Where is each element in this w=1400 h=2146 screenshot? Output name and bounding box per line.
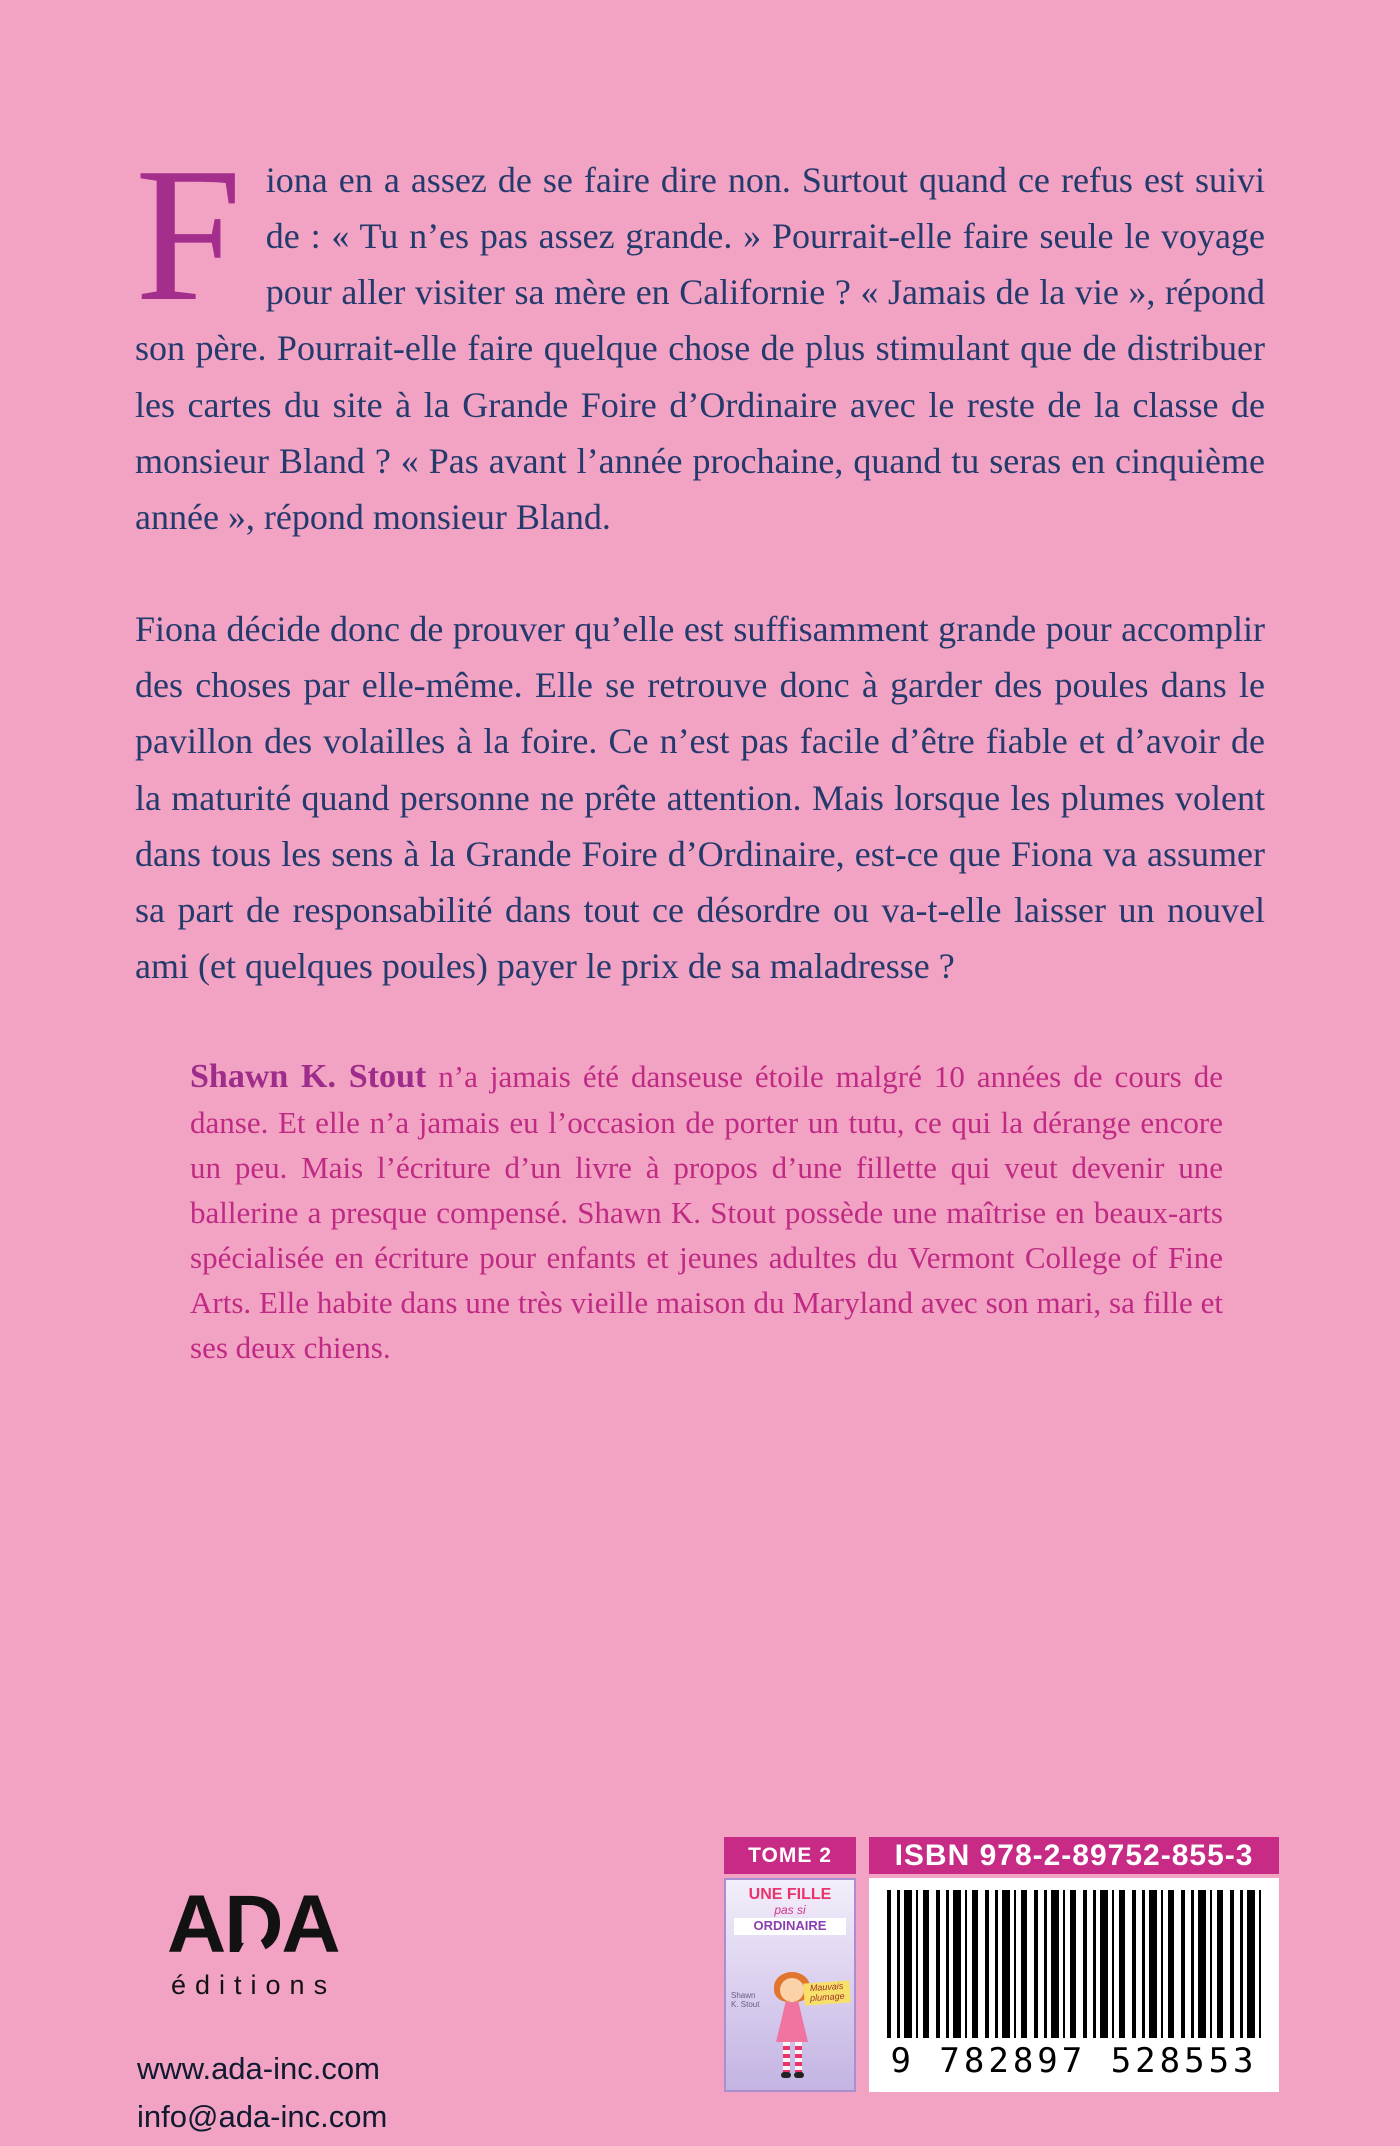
thumbnail-title-line-2: pas si: [774, 1903, 806, 1917]
ada-editions-logo-subtext: éditions: [171, 1970, 337, 2000]
thumbnail-author: Shawn K. Stout: [731, 1991, 760, 2009]
girl-dress: [776, 2002, 808, 2042]
synopsis-paragraph-1-text: iona en a assez de se faire dire non. Surtout quand ce refus est suivi de : « Tu n’es pas assez grande. » Pourrait-elle faire seule le voyage pour aller visiter sa mère en Californie ? « Jamais de la vie », répond son père. Pourrait-elle faire quelque chose de plus stimulant que de distribuer les cartes du site à la Grande Foire d’Ordinaire avec le reste de la classe de monsieur Bland ? « Pas avant l’année prochaine, quand tu seras en cinquième année », répond monsieur Bland.: [135, 160, 1265, 537]
publisher-block: [137, 1879, 388, 2141]
thumbnail-badge: Mauvais plumage: [803, 1980, 850, 2005]
girl-shoe: [794, 2072, 804, 2078]
synopsis-paragraph-2: Fiona décide donc de prouver qu’elle est suffisamment grande pour accomplir des choses par elle-même. Elle se retrouve donc à garder des poules dans le pavillon des volailles à la foire. Ce n’est pas facile d’être fiable et d’avoir de la maturité quand personne ne prête attention. Mais lorsque les plumes volent dans tous les sens à la Grande Foire d’Ordinaire, est-ce que Fiona va assumer sa part de responsabilité dans tout ce désordre ou va-t-elle laisser un nouvel ami (et quelques poules) payer le prix de sa maladresse ?: [135, 609, 1265, 987]
girl-leg: [783, 2042, 790, 2072]
girl-leg: [795, 2042, 802, 2072]
barcode-number: 9 782897 528553: [890, 2041, 1258, 2081]
ada-editions-logo: ADA: [167, 1879, 339, 1970]
girl-face: [780, 1978, 804, 2002]
tome-label: TOME 2: [724, 1837, 856, 1874]
barcode-bars: [887, 1890, 1261, 2038]
author-name: Shawn K. Stout: [190, 1058, 427, 1096]
thumbnail-title-line-1: UNE FILLE: [748, 1886, 832, 1903]
drop-cap: F: [135, 128, 242, 341]
thumbnail-title-line-3: ORDINAIRE: [734, 1918, 846, 1935]
author-bio: [190, 1052, 1223, 1371]
tome-column: [724, 1837, 856, 2092]
publisher-email: info@ada-inc.com: [137, 2099, 388, 2135]
publisher-website: www.ada-inc.com: [137, 2051, 380, 2086]
isbn-column: [869, 1837, 1279, 2092]
synopsis-paragraph-1: [135, 128, 1265, 545]
barcode: [869, 1878, 1279, 2092]
author-bio-text: n’a jamais été danseuse étoile malgré 10 années de cours de danse. Et elle n’a jamais eu l’occasion de porter un tutu, ce qui la dérange encore un peu. Mais l’écriture d’un livre à propos d’une fillette qui veut devenir une ballerine a presque compensé. Shawn K. Stout possède une maîtrise en beaux-arts spécialisée en écriture pour enfants et jeunes adultes du Vermont College of Fine Arts. Elle habite dans une très vieille maison du Maryland avec son mari, sa fille et ses deux chiens.: [190, 1059, 1223, 1366]
synopsis-block: [135, 128, 1265, 1371]
book-thumbnail: [724, 1878, 856, 2092]
publisher-contact: [137, 2045, 387, 2141]
isbn-label: ISBN 978-2-89752-855-3: [869, 1837, 1279, 1874]
girl-shoe: [781, 2072, 791, 2078]
